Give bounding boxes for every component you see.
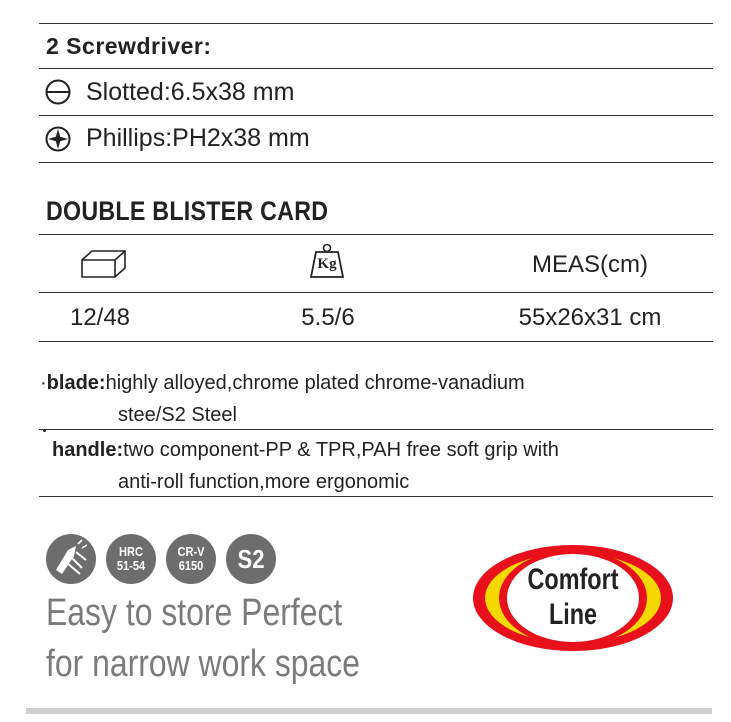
rule <box>39 234 713 235</box>
crv-line-1: CR-V <box>177 544 205 559</box>
handle-text-2: anti-roll function,more ergonomic <box>118 471 410 493</box>
qty-value: 12/48 <box>69 304 131 331</box>
rule <box>39 429 713 430</box>
hrc-line-2: 51-54 <box>116 558 146 573</box>
comfort-line-logo <box>468 543 678 653</box>
screwdriver-title: 2 Screwdriver: <box>46 33 212 59</box>
phillips-icon <box>44 125 72 153</box>
slotted-spec: Slotted:6.5x38 mm <box>86 78 295 106</box>
bottom-divider <box>26 708 712 714</box>
hardened-tip-badge <box>46 534 96 584</box>
hrc-line-1: HRC <box>119 544 143 559</box>
rule <box>39 496 713 497</box>
crv-badge <box>166 534 216 584</box>
phillips-spec: Phillips:PH2x38 mm <box>86 124 310 152</box>
weight-kg-icon <box>308 242 346 280</box>
weight-value: 5.5/6 <box>301 304 355 331</box>
slotted-icon <box>44 78 72 106</box>
top-rule <box>39 23 713 24</box>
rule <box>39 162 713 163</box>
rule <box>39 115 713 116</box>
blade-text-2: stee/S2 Steel <box>118 404 237 426</box>
kg-label: Kg <box>317 256 337 272</box>
rule <box>39 68 713 69</box>
rule <box>39 341 713 342</box>
blade-spec <box>40 367 700 399</box>
s2-label: S2 <box>237 544 265 574</box>
handle-label: handle: <box>52 439 124 461</box>
screwdriver-tip-icon <box>46 534 96 584</box>
tagline-line-1: Easy to store Perfect <box>46 592 343 634</box>
hrc-badge <box>106 534 156 584</box>
rule <box>39 292 713 293</box>
box-icon <box>79 246 129 280</box>
packaging-title: DOUBLE BLISTER CARD <box>46 196 329 226</box>
bullet: · <box>40 372 47 394</box>
s2-badge <box>226 534 276 584</box>
comfort-line-text-1: Comfort <box>527 563 619 596</box>
comfort-line-text-2: Line <box>548 598 598 631</box>
meas-header: MEAS(cm) <box>532 251 648 278</box>
crv-line-2: 6150 <box>178 558 204 573</box>
handle-text: two component-PP & TPR,PAH free soft grip with <box>123 439 559 461</box>
bullet <box>43 429 46 432</box>
handle-spec <box>52 434 712 466</box>
meas-value: 55x26x31 cm <box>518 304 662 331</box>
blade-label: blade: <box>46 372 106 394</box>
blade-text: highly alloyed,chrome plated chrome-vanadium <box>105 372 525 394</box>
tagline-line-2: for narrow work space <box>46 643 361 685</box>
